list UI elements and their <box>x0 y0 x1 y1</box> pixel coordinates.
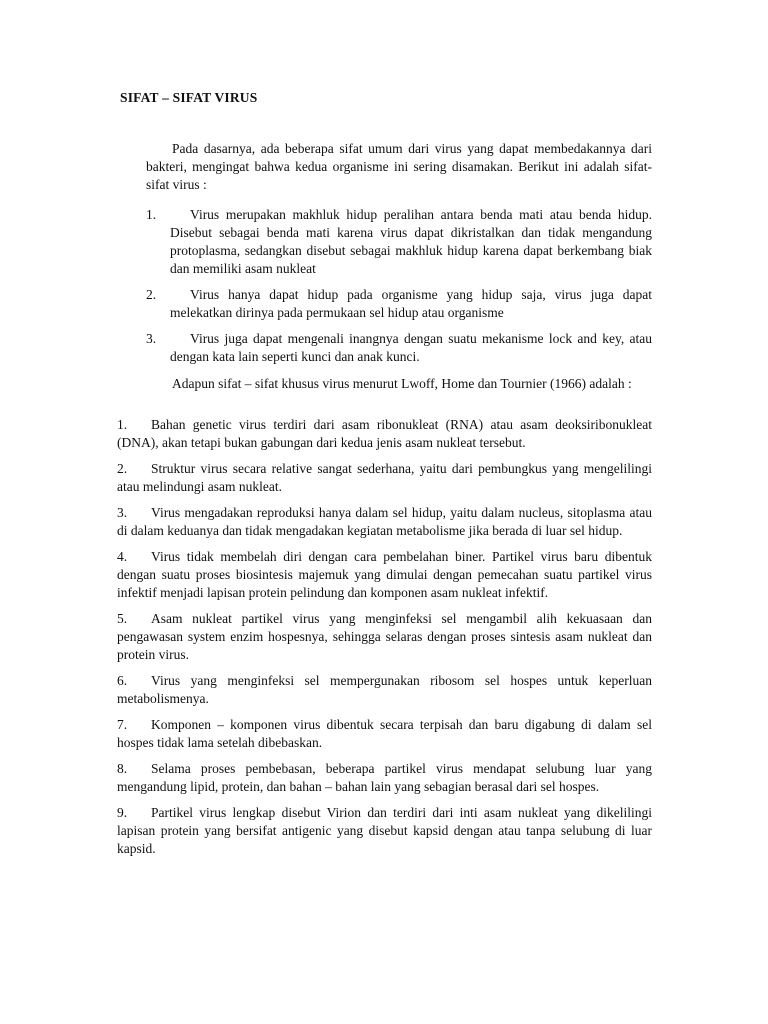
list-number: 2. <box>146 287 157 302</box>
list-number: 4. <box>117 549 128 564</box>
list-number: 3. <box>146 331 157 346</box>
list-text: Selama proses pembebasan, beberapa partikel virus mendapat selubung luar yang mengandung lipid, protein, dan bahan – bahan lain yang sebagian berasal dari sel hospes. <box>117 761 652 794</box>
list-text: Bahan genetic virus terdiri dari asam ribonukleat (RNA) atau asam deoksiribonukleat (DNA), akan tetapi bukan gabungan dari kedua jenis asam nukleat tersebut. <box>117 417 652 450</box>
list-number: 7. <box>117 717 128 732</box>
list-text: Komponen – komponen virus dibentuk secara terpisah dan baru digabung di dalam sel hospes tidak lama setelah dibebaskan. <box>117 717 652 750</box>
list-item <box>117 504 652 540</box>
list-item <box>146 206 652 278</box>
list-text: Virus hanya dapat hidup pada organisme yang hidup saja, virus juga dapat melekatkan dirinya pada permukaan sel hidup atau organisme <box>170 287 652 320</box>
list-item <box>146 330 652 366</box>
list-item <box>117 804 652 858</box>
list-number: 2. <box>117 461 128 476</box>
list-number: 1. <box>117 417 128 432</box>
list-item <box>117 460 652 496</box>
list-number: 9. <box>117 805 128 820</box>
list-text: Partikel virus lengkap disebut Virion dan terdiri dari inti asam nukleat yang dikelilingi lapisan protein yang bersifat antigenic yang disebut kapsid dengan atau tanpa selubung di luar kapsid. <box>117 805 652 856</box>
list-item <box>117 760 652 796</box>
list-text: Virus yang menginfeksi sel mempergunakan ribosom sel hospes untuk keperluan metabolismenya. <box>117 673 652 706</box>
list-number: 3. <box>117 505 128 520</box>
list-item <box>117 548 652 602</box>
list-number: 5. <box>117 611 128 626</box>
list-item <box>117 610 652 664</box>
list-text: Virus tidak membelah diri dengan cara pembelahan biner. Partikel virus baru dibentuk dengan suatu proses biosintesis majemuk yang dimulai dengan pemecahan suatu partikel virus infektif menjadi lapisan protein pelindung dan komponen asam nukleat infektif. <box>117 549 652 600</box>
list-number: 1. <box>146 207 157 222</box>
intro-paragraph: Pada dasarnya, ada beberapa sifat umum dari virus yang dapat membedakannya dari bakteri, mengingat bahwa kedua organisme ini sering disamakan. Berikut ini adalah sifat-sifat virus : <box>146 141 652 192</box>
list-number: 6. <box>117 673 128 688</box>
list-text: Virus mengadakan reproduksi hanya dalam sel hidup, yaitu dalam nucleus, sitoplasma atau di dalam keduanya dan tidak mengadakan kegiatan metabolisme jika berada di luar sel hidup. <box>117 505 652 538</box>
list-item <box>117 716 652 752</box>
list-text: Asam nukleat partikel virus yang menginfeksi sel mengambil alih kekuasaan dan pengawasan system enzim hospesnya, sehingga selaras dengan proses sintesis asam nukleat dan protein virus. <box>117 611 652 662</box>
list-text: Virus merupakan makhluk hidup peralihan antara benda mati atau benda hidup. Disebut sebagai benda mati karena virus dapat dikristalkan dan tidak mengandung protoplasma, sedangkan disebut sebagai makhluk hidup karena dapat berkembang biak dan memiliki asam nukleat <box>170 207 652 276</box>
document-title: SIFAT – SIFAT VIRUS <box>120 90 258 105</box>
list-item <box>117 672 652 708</box>
list-text: Virus juga dapat mengenali inangnya dengan suatu mekanisme lock and key, atau dengan kata lain seperti kunci dan anak kunci. <box>170 331 652 364</box>
list-item <box>117 416 652 452</box>
special-traits-list <box>117 416 652 866</box>
list-number: 8. <box>117 761 128 776</box>
general-traits-list <box>146 206 652 374</box>
list-item <box>146 286 652 322</box>
list-text: Struktur virus secara relative sangat sederhana, yaitu dari pembungkus yang mengelilingi atau melindungi asam nukleat. <box>117 461 652 494</box>
special-traits-intro: Adapun sifat – sifat khusus virus menurut Lwoff, Home dan Tournier (1966) adalah : <box>172 376 632 391</box>
